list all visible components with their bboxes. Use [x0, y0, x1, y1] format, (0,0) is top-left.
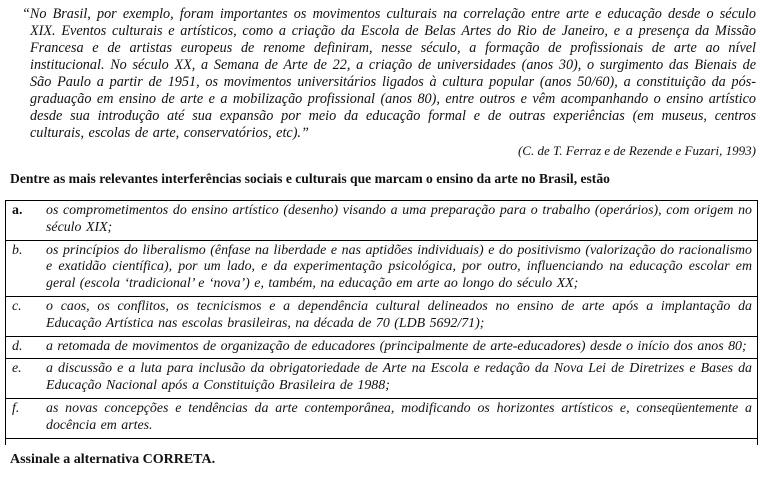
option-letter-e: e. [6, 359, 46, 399]
option-row-a [6, 201, 758, 241]
quote-citation: (C. de T. Ferraz e de Rezende e Fuzari, 1993) [517, 143, 756, 158]
option-text-e: a discussão e a luta para inclusão da obrigatoriedade de Arte na Escola e redação da Nova Lei de Diretrizes e Bases da Educação Nacional após a Constituição Brasileira de 1988; [45, 359, 758, 399]
option-letter-a: a. [6, 201, 46, 241]
table-cut-stub [5, 439, 758, 445]
options-table [5, 200, 758, 439]
quote-paragraph: “No Brasil, por exemplo, foram importantes os movimentos culturais na correlação entre arte e educação desde o século XIX. Eventos culturais e artísticos, como a criação da Escola de Belas Artes do Rio de Janeiro, e a presença da Missão Francesa e de artistas europeus de renome definiram, nesse século, a formação de profissionais de arte ao nível institucional. No século XX, a Semana de Arte de 22, a criação de universidades (anos 30), o surgimento das Bienais de São Paulo a partir de 1951, os movimentos universitários ligados à cultura popular (anos 50/60), a constituição da pós-graduação em ensino de arte e a mobilização profissional (anos 80), entre outros e vêm acompanhando o ensino artístico desde sua introdução até sua expansão por meio da educação formal e de outras experiências (em museus, centros culturais, escolas de arte, conservatórios, etc).” [22, 6, 756, 141]
option-row-c [6, 296, 758, 336]
option-text-a: os comprometimentos do ensino artístico (desenho) visando a uma preparação para o trabalho (operários), com origem no século XIX; [45, 201, 758, 241]
option-text-d: a retomada de movimentos de organização de educadores (principalmente de arte-educadores) desde o início dos anos 80; [45, 336, 758, 359]
option-text-b: os princípios do liberalismo (ênfase na liberdade e nas aptidões individuais) e do positivismo (valorização do racionalismo e exatidão científica), por um lado, e da experimentação psicológica, por outro, influenciando na educação escolar em geral (escola ‘tradicional’ e ‘nova’) e, também, na educação em arte ao longo do século XX; [45, 240, 758, 296]
option-letter-c: c. [6, 296, 46, 336]
option-row-f [6, 398, 758, 438]
option-letter-f: f. [6, 398, 46, 438]
option-row-e [6, 359, 758, 399]
option-letter-d: d. [6, 336, 46, 359]
question-prompt: Dentre as mais relevantes interferências sociais e culturais que marcam o ensino da arte no Brasil, estão [10, 171, 610, 186]
option-row-b [6, 240, 758, 296]
instruction-text: Assinale a alternativa CORRETA. [10, 451, 216, 467]
option-letter-b: b. [6, 240, 46, 296]
option-text-f: as novas concepções e tendências da arte contemporânea, modificando os horizontes artísticos e, conseqüentemente a docência em artes. [45, 398, 758, 438]
option-row-d [6, 336, 758, 359]
option-text-c: o caos, os conflitos, os tecnicismos e a dependência cultural delineados no ensino de arte após a implantação da Educação Artística nas escolas brasileiras, na década de 70 (LDB 5692/71); [45, 296, 758, 336]
